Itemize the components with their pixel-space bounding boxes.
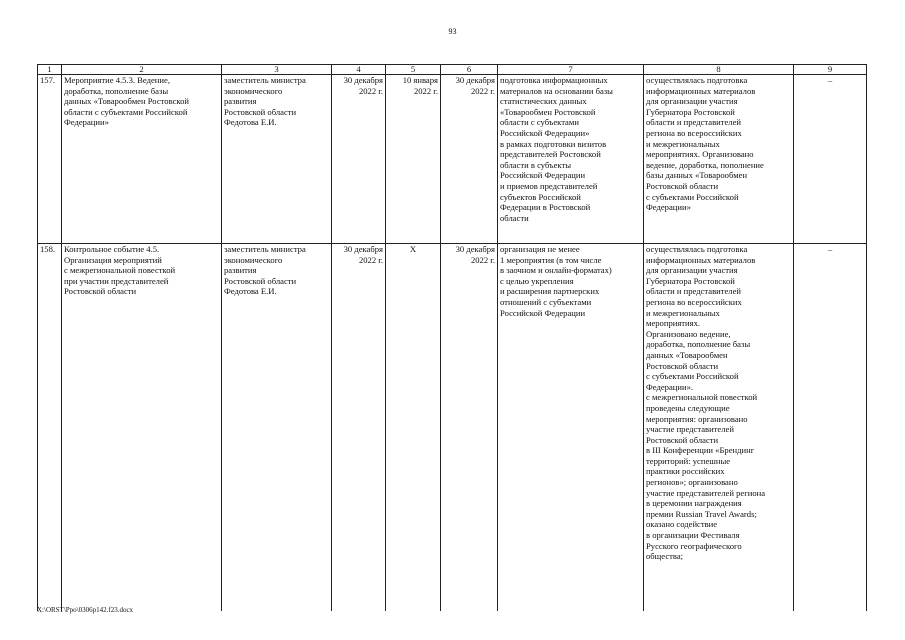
- actual-result: осуществлялась подготовка информационных материалов для организации участия Губернатора Ростовской области и представителей региона во всероссийских и межрегиональных мероприятиях. Организовано ведение, доработка, пополнение базы данных «Товарообмен Ростовской области с субъектами Российской Федерации». с межрегиональной повесткой проведены следующие мероприятия: организовано участие представителей Ростовской области в III Конференции «Брендинг территорий: успешные практики российских регионов»; организовано участие представителей региона в церемонии награждения премии Russian Travel Awards; оказано содействие в организации Фестиваля Русского географического общества;: [644, 244, 794, 611]
- column-number: 1: [38, 65, 62, 75]
- planned-result: подготовка информационных материалов на основании базы статистических данных «Товарообмен Ростовской области с субъектами Российской Федерации» в рамках подготовки визитов представителей Ростовской области в субъекты Российской Федерации и приемов представителей субъектов Российской Федерации в Ростовской области: [498, 75, 644, 244]
- column-number: 7: [498, 65, 644, 75]
- column-number: 6: [441, 65, 498, 75]
- column-number: 9: [794, 65, 867, 75]
- table-row: [38, 244, 867, 611]
- end-date: 30 декабря 2022 г.: [441, 75, 498, 244]
- table-row: [38, 75, 867, 244]
- activity-name: Мероприятие 4.5.3. Ведение, доработка, пополнение базы данных «Товарообмен Ростовской области с субъектами Российской Федерации»: [62, 75, 222, 244]
- row-number: 157.: [38, 75, 62, 244]
- end-date: 30 декабря 2022 г.: [441, 244, 498, 611]
- page-number: 93: [448, 27, 457, 36]
- column-number: 3: [222, 65, 332, 75]
- planned-date: 30 декабря 2022 г.: [332, 75, 386, 244]
- row-number: 158.: [38, 244, 62, 611]
- start-date: X: [386, 244, 441, 611]
- start-date: 10 января 2022 г.: [386, 75, 441, 244]
- column-number: 2: [62, 65, 222, 75]
- column-number-row: [38, 65, 867, 75]
- responsible-person: заместитель министра экономического развития Ростовской области Федотова Е.И.: [222, 244, 332, 611]
- note: –: [794, 244, 867, 611]
- planned-result: организация не менее 1 мероприятия (в том числе в заочном и онлайн-форматах) с целью укрепления и расширения партнерских отношений с субъектами Российской Федерации: [498, 244, 644, 611]
- column-number: 4: [332, 65, 386, 75]
- responsible-person: заместитель министра экономического развития Ростовской области Федотова Е.И.: [222, 75, 332, 244]
- column-number: 5: [386, 65, 441, 75]
- actual-result: осуществлялась подготовка информационных материалов для организации участия Губернатора Ростовской области и представителей региона во всероссийских и межрегиональных мероприятиях. Организовано ведение, доработка, пополнение базы данных «Товарообмен Ростовской области с субъектами Российской Федерации»: [644, 75, 794, 244]
- note: –: [794, 75, 867, 244]
- file-path-footer: X:\ORST\Ppo\0306p142.f23.docx: [37, 606, 134, 614]
- activity-name: Контрольное событие 4.5. Организация мероприятий с межрегиональной повесткой при участии представителей Ростовской области: [62, 244, 222, 611]
- report-table: [37, 64, 867, 611]
- planned-date: 30 декабря 2022 г.: [332, 244, 386, 611]
- column-number: 8: [644, 65, 794, 75]
